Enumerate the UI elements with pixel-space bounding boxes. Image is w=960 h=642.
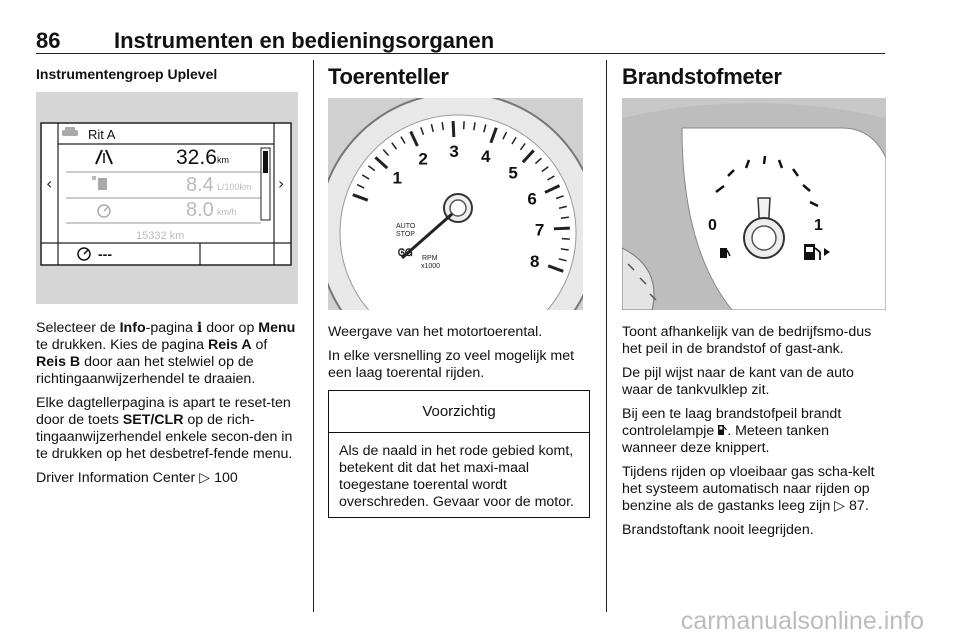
text-span: door aan het stelwiel op de richtingaanwijzerhendel te draaien.: [36, 354, 256, 387]
paragraph-lpg: [622, 464, 886, 515]
text-span: Elke dagtellerpagina is apart te reset-ten door de toets: [36, 395, 291, 428]
text-span: Tijdens rijden op vloeibaar gas scha-kelt het systeem automatisch naar rijden op benzine als de gastanks leeg zijn: [622, 464, 875, 514]
svg-text:‹: ‹: [46, 174, 53, 193]
text-span: te drukken. Kies de pagina: [36, 337, 208, 353]
display-bottom-value: ---: [98, 246, 112, 262]
keyword-reis-a: Reis A: [207, 337, 252, 353]
display-consumption-value: 8.4: [186, 174, 214, 196]
tacho-number: 2: [418, 149, 428, 169]
paragraph-tacho-desc: Weergave van het motortoerental.: [328, 324, 543, 340]
paragraph-select-info: [36, 320, 298, 388]
info-icon: i: [196, 320, 203, 336]
display-speed-unit: km/h: [217, 207, 237, 217]
column-divider-1: [313, 60, 314, 612]
watermark: carmanualsonline.info: [680, 607, 924, 635]
tacho-number: 8: [530, 252, 540, 272]
tachometer-illustration: [328, 98, 583, 310]
page-ref-number[interactable]: 87: [849, 498, 865, 514]
text-span: Bij een te laag brandstofpeil brandt controlelampje: [622, 406, 842, 439]
figure-fuel-gauge: [622, 98, 886, 310]
paragraph-reset: [36, 395, 298, 463]
svg-text:›: ›: [278, 174, 285, 193]
text-span: of: [251, 337, 268, 353]
tacho-number: 4: [481, 146, 491, 166]
text-span: door op: [202, 320, 259, 336]
column-fuel-gauge: [622, 62, 886, 546]
column-divider-2: [606, 60, 607, 612]
text-span: Driver Information Center: [36, 470, 196, 486]
display-odometer: 15332 km: [136, 230, 185, 242]
page-number: 86: [36, 28, 61, 53]
paragraph-tacho-advice: In elke versnelling zo veel mogelijk met een laag toerental rijden.: [328, 348, 575, 381]
fuel-warning-icon: [718, 424, 727, 435]
paragraph-fuel-arrow: De pijl wijst naar de kant van de auto waar de tankvulklep zit.: [622, 365, 854, 398]
text-span: . Meteen tanken wanneer deze knippert.: [622, 423, 829, 456]
paragraph-never-empty: Brandstoftank nooit leegrijden.: [622, 522, 814, 538]
tacho-number: 5: [508, 163, 518, 183]
keyword-reis-b: Reis B: [36, 354, 81, 370]
caution-text: Als de naald in het rode gebied komt, betekent dit dat het maxi-maal toegestane toerental wordt overschreden. Gevaar voor de motor.: [339, 443, 575, 510]
fuel-label-empty: 0: [708, 217, 717, 234]
subheading-instrument-cluster: Instrumentengroep Uplevel: [36, 66, 218, 82]
page-ref-icon: ▷: [199, 470, 211, 486]
tacho-number: 3: [449, 142, 459, 162]
display-distance-value: 32.6: [176, 146, 217, 169]
fuel-label-full: 1: [814, 217, 823, 234]
paragraph-fuel-low: [622, 406, 886, 457]
tacho-number: 6: [527, 189, 537, 209]
tacho-major-tick: [554, 228, 570, 229]
section-title-fuel-gauge: Brandstofmeter: [622, 64, 782, 89]
display-consumption-unit: L/100km: [217, 182, 252, 192]
column-tachometer: [328, 62, 590, 518]
label-rpm: RPM: [422, 255, 438, 262]
tacho-number: 7: [534, 220, 545, 240]
page-ref-icon: ▷: [834, 498, 846, 514]
fuel-gauge-illustration: [622, 98, 886, 310]
caution-title: Voorzichtig: [329, 391, 589, 433]
tacho-major-tick: [453, 121, 454, 137]
label-auto: AUTO: [396, 223, 416, 230]
page-header-title: Instrumenten en bedieningsorganen: [114, 28, 495, 53]
display-speed-value: 8.0: [186, 199, 214, 221]
paragraph-fuel-desc: Toont afhankelijk van de bedrijfsmo-dus het peil in de brandstof of gast-ank.: [622, 324, 872, 357]
display-trip-title: Rit A: [88, 127, 116, 142]
header-divider: [36, 53, 885, 54]
label-stop: STOP: [396, 231, 415, 238]
display-distance-unit: km: [217, 155, 229, 165]
instrument-display-illustration: [36, 92, 298, 304]
figure-tachometer: [328, 98, 583, 310]
keyword-menu: Menu: [258, 320, 296, 336]
page-ref-number[interactable]: 100: [214, 470, 238, 486]
caution-box: [328, 390, 590, 518]
keyword-set-clr: SET/CLR: [122, 412, 184, 428]
tacho-number: 1: [392, 168, 403, 188]
text-span: .: [864, 498, 869, 514]
keyword-info: Info: [119, 320, 146, 336]
caution-body: [329, 433, 589, 517]
text-span: Selecteer de: [36, 320, 120, 336]
auto-stop-icon: ᎶᏀ: [398, 248, 413, 259]
label-x1000: x1000: [421, 263, 441, 270]
paragraph-dic-reference: [36, 470, 298, 487]
section-title-tachometer: Toerenteller: [328, 64, 449, 89]
text-span: op de rich-tingaanwijzerhendel enkele secon-den in te drukken op het desbetref-fende menu.: [36, 412, 293, 462]
column-instrument-cluster: [36, 62, 298, 494]
text-span: -pagina: [145, 320, 197, 336]
figure-instrument-display: [36, 92, 298, 304]
